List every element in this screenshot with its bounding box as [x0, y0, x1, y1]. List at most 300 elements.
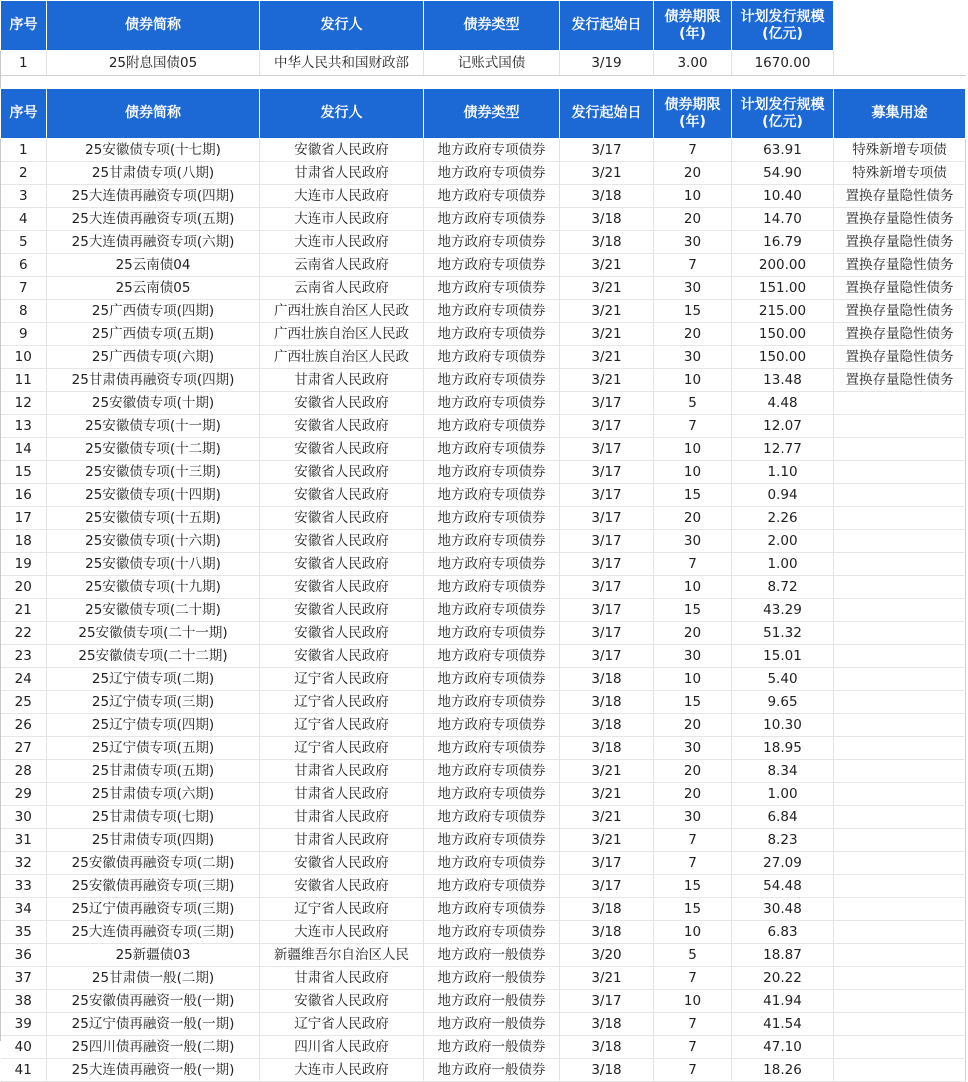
cell-planned-size: 150.00: [732, 323, 834, 346]
cell-start-date: 3/21: [560, 806, 654, 829]
cell-index: 12: [1, 392, 47, 415]
cell-planned-size: 200.00: [732, 254, 834, 277]
cell-index: 21: [1, 599, 47, 622]
cell-start-date: 3/18: [560, 737, 654, 760]
cell-start-date: 3/17: [560, 484, 654, 507]
cell-use-of-proceeds: [834, 875, 966, 898]
cell-planned-size: 18.87: [732, 944, 834, 967]
cell-bond-type: 地方政府一般债券: [424, 1036, 560, 1059]
cell-bond-name: 25安徽债专项(二十一期): [47, 622, 260, 645]
cell-bond-type: 地方政府专项债券: [424, 300, 560, 323]
table-header-row: [1, 1, 966, 51]
cell-term: 15: [654, 898, 732, 921]
cell-bond-type: 地方政府专项债券: [424, 737, 560, 760]
cell-planned-size: 9.65: [732, 691, 834, 714]
cell-start-date: 3/21: [560, 162, 654, 185]
cell-issuer: 甘肃省人民政府: [260, 162, 424, 185]
cell-start-date: 3/17: [560, 392, 654, 415]
cell-planned-size: 12.77: [732, 438, 834, 461]
cell-issuer: 安徽省人民政府: [260, 645, 424, 668]
cell-start-date: 3/21: [560, 967, 654, 990]
cell-planned-size: 2.26: [732, 507, 834, 530]
cell-start-date: 3/18: [560, 1036, 654, 1059]
cell-term: 20: [654, 622, 732, 645]
cell-planned-size: 43.29: [732, 599, 834, 622]
cell-bond-name: 25辽宁债专项(四期): [47, 714, 260, 737]
cell-start-date: 3/18: [560, 185, 654, 208]
cell-issuer: 安徽省人民政府: [260, 553, 424, 576]
cell-bond-type: 地方政府专项债券: [424, 829, 560, 852]
table-row: [1, 530, 966, 553]
cell-planned-size: 16.79: [732, 231, 834, 254]
cell-planned-size: 10.40: [732, 185, 834, 208]
table-row: [1, 714, 966, 737]
cell-use-of-proceeds: [834, 898, 966, 921]
header-start-date: 发行起始日: [560, 1, 654, 51]
cell-issuer: 甘肃省人民政府: [260, 783, 424, 806]
cell-term: 10: [654, 185, 732, 208]
cell-start-date: 3/19: [560, 51, 654, 76]
cell-use-of-proceeds: [834, 921, 966, 944]
cell-bond-type: 地方政府专项债券: [424, 714, 560, 737]
header-issuer: 发行人: [260, 1, 424, 51]
cell-bond-name: 25云南债04: [47, 254, 260, 277]
cell-term: 7: [654, 139, 732, 162]
cell-bond-type: 地方政府专项债券: [424, 530, 560, 553]
cell-term: 5: [654, 944, 732, 967]
cell-issuer: 辽宁省人民政府: [260, 691, 424, 714]
cell-issuer: 大连市人民政府: [260, 1059, 424, 1082]
cell-bond-name: 25四川债再融资一般(二期): [47, 1036, 260, 1059]
table-row: [1, 507, 966, 530]
table-row: [1, 254, 966, 277]
cell-planned-size: 6.84: [732, 806, 834, 829]
cell-planned-size: 215.00: [732, 300, 834, 323]
cell-bond-name: 25辽宁债再融资专项(三期): [47, 898, 260, 921]
cell-use-of-proceeds: [834, 1013, 966, 1036]
cell-issuer: 大连市人民政府: [260, 185, 424, 208]
cell-issuer: 中华人民共和国财政部: [260, 51, 424, 76]
table-row: [1, 300, 966, 323]
cell-bond-name: 25安徽债专项(十期): [47, 392, 260, 415]
cell-bond-name: 25甘肃债专项(八期): [47, 162, 260, 185]
cell-planned-size: 10.30: [732, 714, 834, 737]
cell-index: 33: [1, 875, 47, 898]
cell-bond-type: 地方政府专项债券: [424, 599, 560, 622]
cell-bond-type: 地方政府一般债券: [424, 1013, 560, 1036]
cell-bond-name: 25甘肃债专项(七期): [47, 806, 260, 829]
cell-issuer: 云南省人民政府: [260, 277, 424, 300]
cell-bond-type: 地方政府专项债券: [424, 323, 560, 346]
cell-bond-name: 25辽宁债专项(三期): [47, 691, 260, 714]
cell-term: 10: [654, 668, 732, 691]
local-government-bond-table: [0, 88, 966, 1082]
cell-issuer: 辽宁省人民政府: [260, 1013, 424, 1036]
header-use-of-proceeds: 募集用途: [834, 89, 966, 139]
cell-use-of-proceeds: [834, 691, 966, 714]
cell-issuer: 甘肃省人民政府: [260, 829, 424, 852]
cell-issuer: 安徽省人民政府: [260, 139, 424, 162]
cell-issuer: 安徽省人民政府: [260, 507, 424, 530]
cell-bond-type: 地方政府专项债券: [424, 852, 560, 875]
cell-term: 7: [654, 1059, 732, 1082]
cell-bond-name: 25新疆债03: [47, 944, 260, 967]
cell-bond-name: 25大连债再融资一般(一期): [47, 1059, 260, 1082]
cell-start-date: 3/17: [560, 438, 654, 461]
cell-index: 8: [1, 300, 47, 323]
cell-term: 20: [654, 208, 732, 231]
table-row: [1, 51, 966, 76]
cell-bond-name: 25安徽债专项(十六期): [47, 530, 260, 553]
cell-bond-type: 地方政府专项债券: [424, 691, 560, 714]
cell-issuer: 甘肃省人民政府: [260, 967, 424, 990]
cell-planned-size: 151.00: [732, 277, 834, 300]
cell-index: 37: [1, 967, 47, 990]
cell-use-of-proceeds: [834, 944, 966, 967]
cell-index: 7: [1, 277, 47, 300]
cell-planned-size: 13.48: [732, 369, 834, 392]
cell-index: 3: [1, 185, 47, 208]
cell-index: 18: [1, 530, 47, 553]
cell-term: 15: [654, 300, 732, 323]
cell-issuer: 大连市人民政府: [260, 231, 424, 254]
header-start-date: 发行起始日: [560, 89, 654, 139]
cell-term: 30: [654, 346, 732, 369]
cell-bond-name: 25甘肃债专项(五期): [47, 760, 260, 783]
cell-index: 36: [1, 944, 47, 967]
table-row: [1, 231, 966, 254]
cell-bond-name: 25大连债再融资专项(四期): [47, 185, 260, 208]
cell-issuer: 大连市人民政府: [260, 921, 424, 944]
cell-use-of-proceeds: [834, 714, 966, 737]
cell-term: 7: [654, 829, 732, 852]
table-row: [1, 346, 966, 369]
cell-bond-type: 地方政府专项债券: [424, 875, 560, 898]
cell-start-date: 3/21: [560, 254, 654, 277]
cell-use-of-proceeds: 置换存量隐性债务: [834, 231, 966, 254]
cell-bond-name: 25广西债专项(六期): [47, 346, 260, 369]
cell-term: 7: [654, 415, 732, 438]
cell-issuer: 云南省人民政府: [260, 254, 424, 277]
cell-term: 3.00: [654, 51, 732, 76]
cell-term: 30: [654, 737, 732, 760]
cell-index: 31: [1, 829, 47, 852]
cell-planned-size: 2.00: [732, 530, 834, 553]
cell-planned-size: 150.00: [732, 346, 834, 369]
cell-use-of-proceeds: [834, 829, 966, 852]
cell-bond-type: 地方政府专项债券: [424, 484, 560, 507]
cell-index: 5: [1, 231, 47, 254]
header-empty-cell: [834, 1, 966, 51]
cell-start-date: 3/18: [560, 921, 654, 944]
cell-issuer: 安徽省人民政府: [260, 875, 424, 898]
cell-term: 10: [654, 576, 732, 599]
cell-term: 20: [654, 507, 732, 530]
cell-issuer: 安徽省人民政府: [260, 576, 424, 599]
cell-use-of-proceeds: [834, 507, 966, 530]
cell-planned-size: 41.94: [732, 990, 834, 1013]
cell-planned-size: 18.26: [732, 1059, 834, 1082]
cell-use-of-proceeds: [834, 737, 966, 760]
cell-use-of-proceeds: [834, 760, 966, 783]
cell-bond-name: 25安徽债再融资一般(一期): [47, 990, 260, 1013]
cell-term: 7: [654, 553, 732, 576]
cell-planned-size: 27.09: [732, 852, 834, 875]
table-header-row: [1, 89, 966, 139]
cell-planned-size: 14.70: [732, 208, 834, 231]
cell-index: 34: [1, 898, 47, 921]
cell-use-of-proceeds: [834, 1059, 966, 1082]
cell-term: 20: [654, 714, 732, 737]
header-issuer: 发行人: [260, 89, 424, 139]
cell-issuer: 新疆维吾尔自治区人民: [260, 944, 424, 967]
cell-bond-name: 25广西债专项(五期): [47, 323, 260, 346]
cell-planned-size: 1.00: [732, 553, 834, 576]
cell-bond-name: 25甘肃债专项(六期): [47, 783, 260, 806]
cell-use-of-proceeds: [834, 967, 966, 990]
cell-start-date: 3/17: [560, 461, 654, 484]
cell-bond-type: 地方政府专项债券: [424, 277, 560, 300]
cell-planned-size: 54.90: [732, 162, 834, 185]
header-bond-type: 债券类型: [424, 1, 560, 51]
cell-bond-type: 地方政府专项债券: [424, 438, 560, 461]
cell-bond-type: 地方政府专项债券: [424, 346, 560, 369]
cell-bond-type: 地方政府专项债券: [424, 806, 560, 829]
cell-use-of-proceeds: [834, 438, 966, 461]
cell-index: 15: [1, 461, 47, 484]
header-index: 序号: [1, 89, 47, 139]
cell-start-date: 3/17: [560, 622, 654, 645]
table-row: [1, 806, 966, 829]
cell-bond-name: 25安徽债专项(十五期): [47, 507, 260, 530]
table-row: [1, 553, 966, 576]
cell-index: 17: [1, 507, 47, 530]
cell-issuer: 安徽省人民政府: [260, 622, 424, 645]
cell-term: 30: [654, 530, 732, 553]
cell-bond-name: 25甘肃债专项(四期): [47, 829, 260, 852]
cell-start-date: 3/17: [560, 990, 654, 1013]
cell-index: 6: [1, 254, 47, 277]
cell-use-of-proceeds: [834, 392, 966, 415]
cell-start-date: 3/17: [560, 599, 654, 622]
cell-issuer: 广西壮族自治区人民政: [260, 300, 424, 323]
cell-issuer: 四川省人民政府: [260, 1036, 424, 1059]
cell-term: 10: [654, 921, 732, 944]
cell-start-date: 3/17: [560, 553, 654, 576]
cell-planned-size: 63.91: [732, 139, 834, 162]
table-row: [1, 760, 966, 783]
treasury-table-body: [1, 51, 966, 76]
cell-bond-name: 25大连债再融资专项(三期): [47, 921, 260, 944]
cell-term: 10: [654, 438, 732, 461]
cell-index: 29: [1, 783, 47, 806]
cell-bond-type: 地方政府专项债券: [424, 507, 560, 530]
cell-issuer: 安徽省人民政府: [260, 484, 424, 507]
cell-index: 39: [1, 1013, 47, 1036]
cell-bond-name: 25甘肃债一般(二期): [47, 967, 260, 990]
cell-issuer: 安徽省人民政府: [260, 852, 424, 875]
cell-start-date: 3/17: [560, 530, 654, 553]
table-row: [1, 415, 966, 438]
cell-index: 28: [1, 760, 47, 783]
cell-bond-type: 地方政府专项债券: [424, 139, 560, 162]
cell-start-date: 3/18: [560, 208, 654, 231]
table-row: [1, 277, 966, 300]
cell-planned-size: 51.32: [732, 622, 834, 645]
cell-planned-size: 18.95: [732, 737, 834, 760]
cell-bond-type: 地方政府专项债券: [424, 369, 560, 392]
cell-bond-name: 25大连债再融资专项(六期): [47, 231, 260, 254]
cell-index: 30: [1, 806, 47, 829]
cell-start-date: 3/18: [560, 898, 654, 921]
cell-bond-type: 地方政府一般债券: [424, 990, 560, 1013]
local-bond-table-body: [1, 139, 966, 1082]
table-row: [1, 369, 966, 392]
cell-issuer: 安徽省人民政府: [260, 415, 424, 438]
cell-planned-size: 0.94: [732, 484, 834, 507]
header-bond-name: 债券简称: [47, 89, 260, 139]
cell-bond-type: 记账式国债: [424, 51, 560, 76]
cell-bond-type: 地方政府专项债券: [424, 208, 560, 231]
cell-bond-type: 地方政府专项债券: [424, 553, 560, 576]
cell-bond-type: 地方政府专项债券: [424, 392, 560, 415]
cell-use-of-proceeds: [834, 806, 966, 829]
table-row: [1, 185, 966, 208]
cell-term: 10: [654, 369, 732, 392]
cell-use-of-proceeds: [834, 990, 966, 1013]
cell-planned-size: 8.23: [732, 829, 834, 852]
cell-bond-name: 25辽宁债再融资一般(一期): [47, 1013, 260, 1036]
cell-index: 9: [1, 323, 47, 346]
cell-term: 15: [654, 484, 732, 507]
cell-use-of-proceeds: 特殊新增专项债: [834, 139, 966, 162]
cell-planned-size: 30.48: [732, 898, 834, 921]
cell-bond-name: 25辽宁债专项(五期): [47, 737, 260, 760]
cell-start-date: 3/21: [560, 783, 654, 806]
header-planned-size: 计划发行规模 (亿元): [732, 89, 834, 139]
table-row: [1, 438, 966, 461]
cell-use-of-proceeds: [834, 576, 966, 599]
table-row: [1, 1036, 966, 1059]
cell-issuer: 辽宁省人民政府: [260, 737, 424, 760]
header-planned-size: 计划发行规模 (亿元): [732, 1, 834, 51]
cell-index: 1: [1, 139, 47, 162]
cell-term: 15: [654, 599, 732, 622]
cell-issuer: 安徽省人民政府: [260, 461, 424, 484]
header-term: 债券期限 (年): [654, 89, 732, 139]
cell-bond-name: 25辽宁债专项(二期): [47, 668, 260, 691]
cell-bond-type: 地方政府专项债券: [424, 622, 560, 645]
cell-index: 16: [1, 484, 47, 507]
table-row: [1, 139, 966, 162]
cell-issuer: 安徽省人民政府: [260, 438, 424, 461]
cell-use-of-proceeds: [834, 530, 966, 553]
cell-start-date: 3/20: [560, 944, 654, 967]
table-row: [1, 921, 966, 944]
cell-term: 5: [654, 392, 732, 415]
table-row: [1, 622, 966, 645]
empty-cell: [834, 51, 966, 76]
cell-start-date: 3/18: [560, 1013, 654, 1036]
cell-index: 2: [1, 162, 47, 185]
cell-bond-type: 地方政府专项债券: [424, 231, 560, 254]
cell-start-date: 3/21: [560, 277, 654, 300]
cell-use-of-proceeds: [834, 1036, 966, 1059]
cell-planned-size: 8.34: [732, 760, 834, 783]
cell-index: 38: [1, 990, 47, 1013]
cell-planned-size: 1670.00: [732, 51, 834, 76]
cell-bond-name: 25安徽债专项(十一期): [47, 415, 260, 438]
cell-start-date: 3/18: [560, 1059, 654, 1082]
cell-term: 20: [654, 162, 732, 185]
cell-start-date: 3/18: [560, 231, 654, 254]
cell-term: 7: [654, 1036, 732, 1059]
cell-bond-type: 地方政府专项债券: [424, 898, 560, 921]
cell-term: 20: [654, 760, 732, 783]
cell-use-of-proceeds: [834, 668, 966, 691]
cell-index: 20: [1, 576, 47, 599]
cell-start-date: 3/17: [560, 507, 654, 530]
cell-planned-size: 54.48: [732, 875, 834, 898]
table-row: [1, 967, 966, 990]
header-index: 序号: [1, 1, 47, 51]
cell-bond-type: 地方政府一般债券: [424, 944, 560, 967]
cell-planned-size: 8.72: [732, 576, 834, 599]
cell-use-of-proceeds: 置换存量隐性债务: [834, 300, 966, 323]
cell-bond-name: 25大连债再融资专项(五期): [47, 208, 260, 231]
cell-index: 26: [1, 714, 47, 737]
cell-use-of-proceeds: 特殊新增专项债: [834, 162, 966, 185]
cell-term: 10: [654, 990, 732, 1013]
table-row: [1, 1059, 966, 1082]
cell-issuer: 安徽省人民政府: [260, 990, 424, 1013]
cell-issuer: 大连市人民政府: [260, 208, 424, 231]
cell-start-date: 3/21: [560, 829, 654, 852]
table-row: [1, 599, 966, 622]
cell-start-date: 3/18: [560, 691, 654, 714]
cell-bond-type: 地方政府专项债券: [424, 162, 560, 185]
cell-use-of-proceeds: 置换存量隐性债务: [834, 346, 966, 369]
cell-issuer: 广西壮族自治区人民政: [260, 323, 424, 346]
cell-start-date: 3/17: [560, 645, 654, 668]
cell-index: 35: [1, 921, 47, 944]
cell-bond-type: 地方政府专项债券: [424, 576, 560, 599]
cell-index: 41: [1, 1059, 47, 1082]
cell-planned-size: 20.22: [732, 967, 834, 990]
cell-start-date: 3/18: [560, 668, 654, 691]
cell-term: 30: [654, 806, 732, 829]
cell-issuer: 甘肃省人民政府: [260, 760, 424, 783]
cell-use-of-proceeds: 置换存量隐性债务: [834, 185, 966, 208]
cell-use-of-proceeds: [834, 461, 966, 484]
cell-term: 10: [654, 461, 732, 484]
cell-bond-type: 地方政府专项债券: [424, 668, 560, 691]
table-row: [1, 162, 966, 185]
cell-bond-type: 地方政府专项债券: [424, 254, 560, 277]
header-bond-name: 债券简称: [47, 1, 260, 51]
cell-bond-name: 25安徽债再融资专项(三期): [47, 875, 260, 898]
cell-index: 11: [1, 369, 47, 392]
cell-term: 20: [654, 783, 732, 806]
cell-bond-type: 地方政府一般债券: [424, 967, 560, 990]
cell-planned-size: 4.48: [732, 392, 834, 415]
cell-start-date: 3/21: [560, 369, 654, 392]
table-row: [1, 875, 966, 898]
table-row: [1, 783, 966, 806]
cell-term: 7: [654, 852, 732, 875]
cell-start-date: 3/17: [560, 139, 654, 162]
cell-index: 1: [1, 51, 47, 76]
